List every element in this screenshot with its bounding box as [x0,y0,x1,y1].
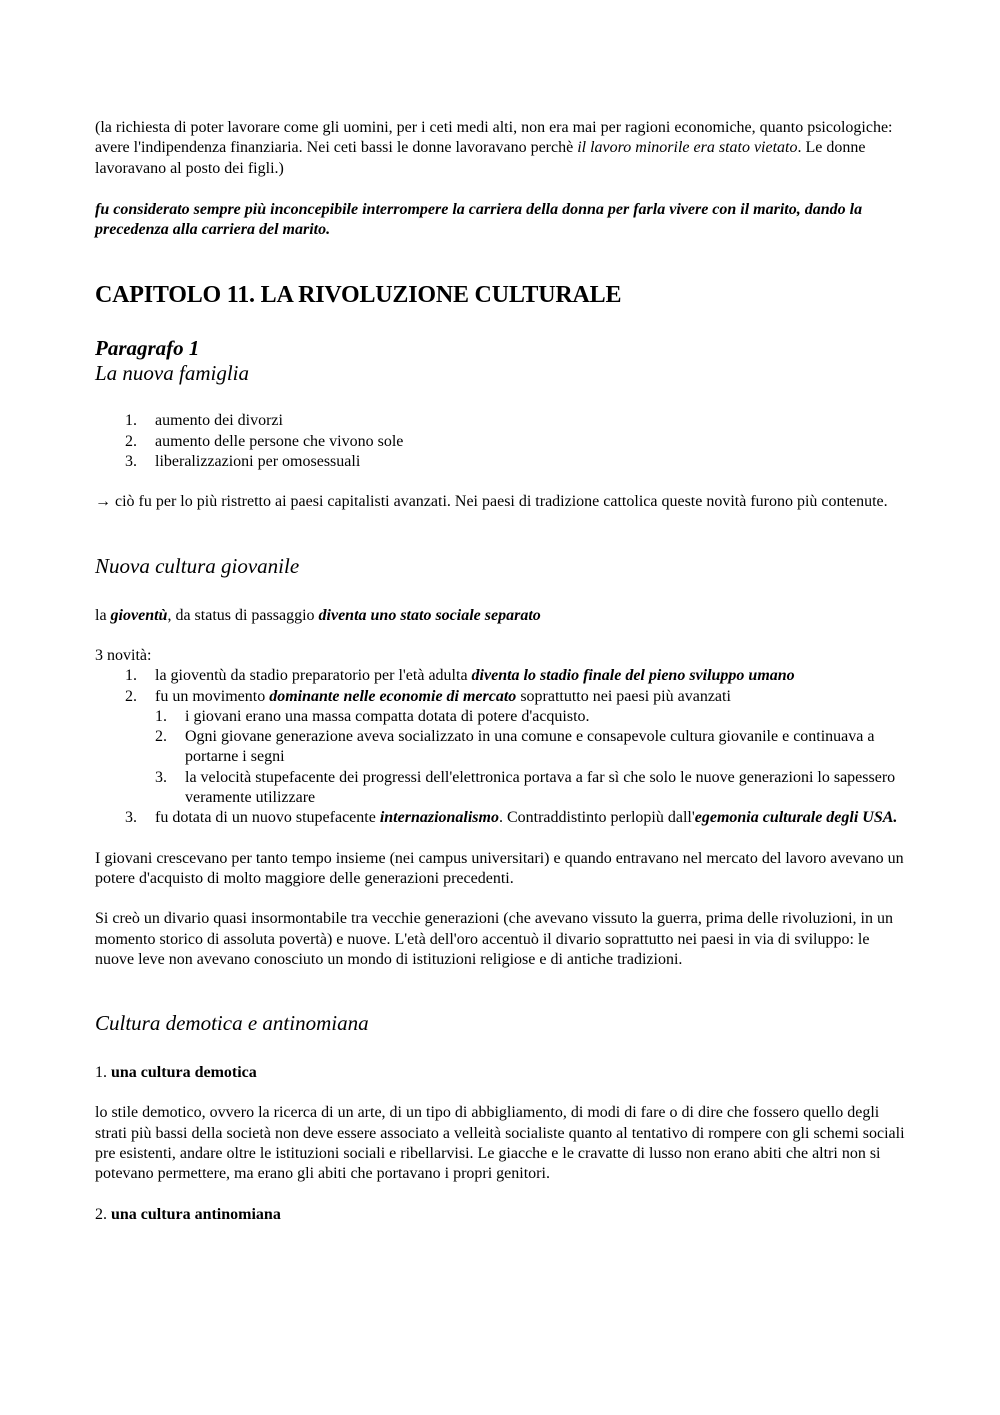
list-item [95,666,910,686]
heading-number: 2. [95,1205,111,1223]
intro-text-b: . Le donne lavoravano al posto dei figli.) [95,139,866,177]
sublist-item [155,768,910,809]
list-text-b: soprattutto nei paesi più avanzati [516,687,731,705]
list-emphasis: dominante nelle economie di mercato [269,687,517,705]
list-text: liberalizzazioni per omosessuali [155,453,361,471]
youth-lead-text: la [95,606,111,624]
youth-keyword: gioventù [110,606,168,624]
list-emphasis: internazionalismo [379,809,499,827]
list-number: 1. [125,667,137,685]
sublist-item [155,727,910,768]
youth-paragraph-1: I giovani crescevano per tanto tempo insieme (nei campus universitari) e quando entravano nel mercato del lavoro avevano un potere d'acquisto di molto maggiore delle generazioni precedenti. [95,849,904,887]
youth-paragraph-2: Si creò un divario quasi insormontabile tra vecchie generazioni (che avevano vissuto la guerra, prima delle rivoluzioni, in un momento storico di assoluta povertà) e nuove. L'età dell'oro accentuò il divario soprattutto nei paesi in via di sviluppo: le nuove leve non avevano conosciuto un mondo di istituzioni religiose e di antiche tradizioni. [95,910,893,968]
list-text: la velocità stupefacente dei progressi dell'elettronica portava a far sì che solo le nuove generazioni lo sapessero veramente utilizzare [185,768,896,807]
intro-paragraph [95,118,910,179]
list-text-b: . Contraddistinto perlopiù dall' [498,809,695,827]
list-text: aumento dei divorzi [155,412,283,430]
list-text: aumento delle persone che vivono sole [155,432,404,450]
list-number: 2. [125,687,137,705]
list-text: la gioventù da stadio preparatorio per l'età adulta [155,667,472,685]
intro-emphasis-paragraph: fu considerato sempre più inconcepibile interrompere la carriera della donna per farla vivere con il marito, dando la precedenza alla carriera del marito. [95,200,863,239]
list-emphasis-2: egemonia culturale degli USA. [694,809,898,827]
list-text: i giovani erano una massa compatta dotata di potere d'acquisto. [185,707,590,725]
document-page [95,118,910,1225]
list-item [95,411,910,431]
list-number: 1. [155,707,167,725]
novita-sublist [155,707,910,808]
family-note: → ciò fu per lo più ristretto ai paesi capitalisti avanzati. Nei paesi di tradizione cattolica queste novità furono più contenute. [95,493,888,511]
paragraph-label: Paragrafo 1 [95,336,200,361]
list-item [95,452,910,472]
paragraph-title: La nuova famiglia [95,361,250,386]
youth-keyword-2: diventa uno stato sociale separato [318,606,541,624]
demotica-heading-1 [95,1063,910,1083]
list-number: 3. [155,768,167,786]
youth-lead-text-b: , da status di passaggio [167,606,319,624]
list-number: 1. [125,412,137,430]
demotica-paragraph: lo stile demotico, ovvero la ricerca di un arte, di un tipo di abbigliamento, di modi di fare o di dire che fossero quello degli strati più bassi della società non deve essere associato a velleità socialiste quanto al tentativo di rompere con gli schemi sociali pre esistenti, andare oltre le istituzioni sociali e ribellarvisi. Le giacche e le cravatte di lusso non erano abiti che altri non si potevano permettere, ma erano gli abiti che portavano i propri genitori. [95,1104,905,1183]
list-number: 2. [155,728,167,746]
list-number: 2. [125,432,137,450]
list-emphasis: diventa lo stadio finale del pieno sviluppo umano [471,667,795,685]
list-number: 3. [125,809,137,827]
heading-number: 1. [95,1064,111,1082]
intro-italic-text: il lavoro minorile era stato vietato [577,139,798,157]
novita-label: 3 novità: [95,646,152,664]
section-title-youth: Nuova cultura giovanile [95,553,300,578]
heading-text: una cultura antinomiana [111,1205,281,1223]
family-list [95,411,910,472]
list-item [95,432,910,452]
list-text: Ogni giovane generazione aveva socializzato in una comune e consapevole cultura giovanile e continuava a portarne i segni [185,728,875,766]
demotica-heading-2 [95,1205,910,1225]
intro-text-a: (la richiesta di poter lavorare come gli uomini, per i ceti medi alti, non era mai per ragioni economiche, quanto psicologiche: avere l'indipendenza finanziaria. Nei ceti bassi le donne lavoravano perchè [95,119,893,157]
novita-list [95,666,910,828]
list-number: 3. [125,453,137,471]
chapter-title: CAPITOLO 11. LA RIVOLUZIONE CULTURALE [95,282,622,309]
list-text: fu un movimento [155,687,270,705]
section-title-demotica: Cultura demotica e antinomiana [95,1011,369,1036]
heading-text: una cultura demotica [111,1064,257,1082]
list-item [95,808,910,828]
list-text: fu dotata di un nuovo stupefacente [155,809,380,827]
sublist-item [155,707,910,727]
youth-lead [95,606,910,626]
list-item [95,687,910,809]
